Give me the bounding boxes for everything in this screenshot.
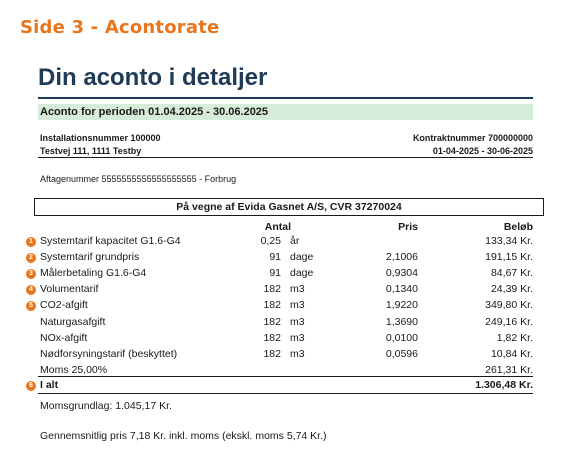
total-label: I alt: [40, 379, 59, 391]
installation-number: Installationsnummer 100000: [40, 133, 161, 143]
vat-basis: Momsgrundlag: 1.045,17 Kr.: [40, 400, 172, 412]
row-unit: år: [290, 235, 300, 247]
column-header-amount: Beløb: [503, 221, 533, 233]
row-label: Systemtarif kapacitet G1.6-G4: [40, 235, 181, 247]
row-qty: 182: [263, 315, 281, 328]
row-label: Systemtarif grundpris: [40, 251, 140, 264]
title-divider: [38, 97, 533, 99]
page-title: Din aconto i detaljer: [38, 64, 268, 91]
row-qty: 91: [269, 251, 281, 264]
table-row: [0, 364, 567, 380]
column-header-price: Pris: [398, 221, 418, 233]
row-price: 0,1340: [385, 283, 418, 296]
total-divider-top: [38, 376, 533, 377]
average-price: Gennemsnitlig pris 7,18 Kr. inkl. moms (ekskl. moms 5,74 Kr.): [40, 430, 327, 442]
table-row: [0, 283, 567, 299]
table-row: [0, 235, 567, 251]
table-row: [0, 251, 567, 267]
row-amount: 1,82 Kr.: [496, 331, 533, 344]
table-row: [0, 299, 567, 315]
total-amount: 1.306,48 Kr.: [475, 379, 533, 391]
row-price: 0,0596: [385, 347, 418, 360]
row-amount: 10,84 Kr.: [490, 347, 533, 360]
total-divider-bottom: [38, 393, 533, 394]
row-unit: m3: [290, 283, 305, 296]
table-row: [0, 316, 567, 332]
badge-icon: 5: [26, 301, 36, 311]
row-label: Målerbetaling G1.6-G4: [40, 267, 147, 280]
row-amount: 249,16 Kr.: [485, 315, 533, 328]
row-unit: m3: [290, 347, 305, 360]
row-qty: 182: [263, 299, 281, 312]
row-amount: 84,67 Kr.: [490, 267, 533, 280]
row-price: 0,0100: [385, 331, 418, 344]
row-unit: m3: [290, 299, 305, 312]
row-label: Naturgasafgift: [40, 315, 106, 328]
row-qty: 182: [263, 331, 281, 344]
contract-number: Kontraktnummer 700000000: [412, 133, 533, 143]
table-row: [0, 348, 567, 364]
row-price: 1,3690: [385, 315, 418, 328]
row-price: 2,1006: [385, 251, 418, 264]
table-row: [0, 332, 567, 348]
row-unit: dage: [290, 267, 314, 280]
row-unit: dage: [290, 251, 314, 264]
badge-icon: 2: [26, 253, 36, 263]
row-label: NOx-afgift: [40, 331, 88, 344]
info-divider: [38, 157, 533, 158]
column-header-qty: Antal: [264, 221, 291, 233]
row-qty: 182: [263, 347, 281, 360]
badge-icon: 6: [26, 381, 36, 391]
address: Testvej 111, 1111 Testby: [40, 146, 142, 156]
row-qty: 91: [269, 267, 281, 280]
row-amount: 191,15 Kr.: [485, 251, 533, 264]
row-amount: 133,34 Kr.: [485, 235, 533, 247]
row-label: Moms 25,00%: [40, 363, 108, 376]
row-label: Nødforsyningstarif (beskyttet): [40, 347, 178, 360]
meter-number: Aftagenummer 5555555555555555555 - Forbrug: [40, 174, 237, 184]
badge-icon: 1: [26, 237, 36, 247]
info-row-1: [40, 133, 533, 143]
row-amount: 349,80 Kr.: [485, 299, 533, 312]
badge-icon: 4: [26, 285, 36, 295]
row-amount: 261,31 Kr.: [485, 363, 533, 376]
row-qty: 0,25: [260, 235, 281, 247]
supplier-header: På vegne af Evida Gasnet A/S, CVR 37270024: [34, 198, 544, 216]
row-label: Volumentarif: [40, 283, 99, 296]
period-bar: Aconto for perioden 01.04.2025 - 30.06.2025: [38, 104, 533, 120]
row-amount: 24,39 Kr.: [490, 283, 533, 296]
badge-icon: 3: [26, 269, 36, 279]
row-label: CO2-afgift: [40, 299, 88, 312]
row-price: 0,9304: [385, 267, 418, 280]
row-unit: m3: [290, 331, 305, 344]
table-row: [0, 267, 567, 283]
info-row-2: [40, 146, 533, 156]
row-unit: m3: [290, 315, 305, 328]
page-heading: Side 3 - Acontorate: [20, 17, 220, 38]
row-qty: 182: [263, 283, 281, 296]
contract-period: 01-04-2025 - 30-06-2025: [432, 146, 533, 156]
row-price: 1,9220: [385, 299, 418, 312]
